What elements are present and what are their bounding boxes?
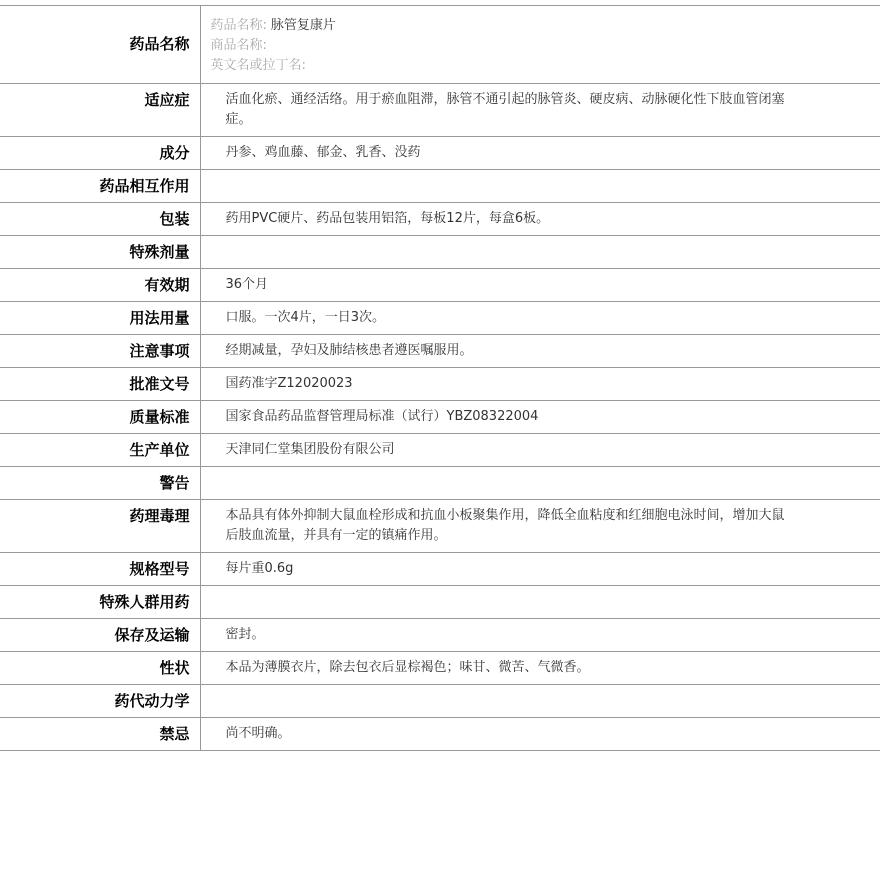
table-row-special-populations	[0, 586, 880, 619]
row-label: 药品相互作用	[0, 170, 200, 203]
row-label: 性状	[0, 652, 200, 685]
trade-name-label: 商品名称:	[210, 38, 267, 53]
row-label: 有效期	[0, 269, 200, 302]
drug-name-cell	[200, 6, 880, 84]
row-label: 规格型号	[0, 553, 200, 586]
row-label: 药代动力学	[0, 685, 200, 718]
row-label: 生产单位	[0, 434, 200, 467]
table-row-indications	[0, 84, 880, 137]
table-row-packaging	[0, 203, 880, 236]
row-label: 批准文号	[0, 368, 200, 401]
row-value: 每片重0.6g	[200, 553, 880, 586]
table-row-pharmacology	[0, 500, 880, 553]
row-value	[200, 467, 880, 500]
row-value: 国药准字Z12020023	[200, 368, 880, 401]
table-row-interactions	[0, 170, 880, 203]
table-row-storage	[0, 619, 880, 652]
table-row-drug-name	[0, 6, 880, 84]
row-value: 尚不明确。	[200, 718, 880, 751]
table-row-quality-standard	[0, 401, 880, 434]
table-row-shelf-life	[0, 269, 880, 302]
row-label: 保存及运输	[0, 619, 200, 652]
row-label: 警告	[0, 467, 200, 500]
table-row-description	[0, 652, 880, 685]
row-value: 本品为薄膜衣片，除去包衣后显棕褐色；味甘、微苦、气微香。	[200, 652, 880, 685]
table-row-precautions	[0, 335, 880, 368]
generic-name-line	[211, 16, 871, 36]
row-value	[200, 586, 880, 619]
table-row-pharmacokinetics	[0, 685, 880, 718]
row-label: 注意事项	[0, 335, 200, 368]
row-value: 国家食品药品监督管理局标准（试行）YBZ08322004	[200, 401, 880, 434]
table-row-approval-number	[0, 368, 880, 401]
row-label: 质量标准	[0, 401, 200, 434]
generic-name-value: 脉管复康片	[270, 18, 336, 33]
generic-name-label: 药品名称:	[210, 18, 267, 33]
row-value: 经期减量，孕妇及肺结核患者遵医嘱服用。	[200, 335, 880, 368]
row-value	[200, 236, 880, 269]
row-label: 适应症	[0, 84, 200, 137]
row-value: 药用PVC硬片、药品包装用铝箔，每板12片，每盒6板。	[200, 203, 880, 236]
row-value: 36个月	[200, 269, 880, 302]
row-label: 用法用量	[0, 302, 200, 335]
row-label: 禁忌	[0, 718, 200, 751]
table-row-warning	[0, 467, 880, 500]
table-row-manufacturer	[0, 434, 880, 467]
table-row-specification	[0, 553, 880, 586]
row-value: 口服。一次4片，一日3次。	[200, 302, 880, 335]
row-value: 密封。	[200, 619, 880, 652]
row-value	[200, 170, 880, 203]
row-label: 特殊剂量	[0, 236, 200, 269]
english-name-label: 英文名或拉丁名:	[210, 58, 306, 73]
english-name-line	[211, 56, 871, 76]
row-label: 药理毒理	[0, 500, 200, 553]
table-row-dosage	[0, 302, 880, 335]
row-value: 活血化瘀、通经活络。用于瘀血阻滞，脉管不通引起的脉管炎、硬皮病、动脉硬化性下肢血管闭塞症。	[200, 84, 880, 137]
row-label: 特殊人群用药	[0, 586, 200, 619]
row-label: 药品名称	[0, 6, 200, 84]
row-value: 丹参、鸡血藤、郁金、乳香、没药	[200, 137, 880, 170]
row-value: 本品具有体外抑制大鼠血栓形成和抗血小板聚集作用，降低全血粘度和红细胞电泳时间，增加大鼠后肢血流量，并具有一定的镇痛作用。	[200, 500, 880, 553]
table-row-ingredients	[0, 137, 880, 170]
row-label: 包装	[0, 203, 200, 236]
row-label: 成分	[0, 137, 200, 170]
table-row-special-dosage	[0, 236, 880, 269]
table-row-contraindications	[0, 718, 880, 751]
row-value	[200, 685, 880, 718]
drug-info-table	[0, 5, 880, 751]
trade-name-line	[211, 36, 871, 56]
row-value: 天津同仁堂集团股份有限公司	[200, 434, 880, 467]
